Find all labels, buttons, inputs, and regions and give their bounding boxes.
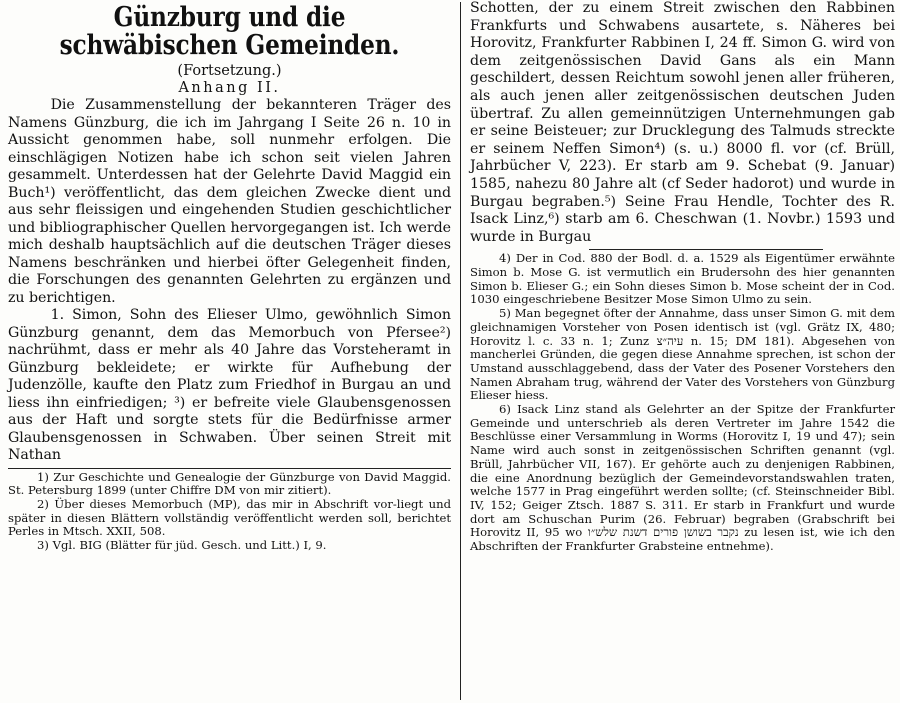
footnote: 5) Man begegnet öfter der Annahme, dass unser Simon G. mit dem gleichnamigen Vorsteher von Posen identisch ist (vgl. Grätz IX, 480; Horovitz l. c. 33 n. 1; Zunz עיה״צ n. 15; DM 181). Abgesehen von mancherlei Gründen, die gegen diese Annahme sprechen, ist schon der Umstand ausschlaggebend, dass der Vater des Posener Vorstehers den Namen Abraham trug, während der Vater des Vorstehers von Günzburg Elieser hiess. (470, 306, 895, 403)
paragraph: Schotten, der zu einem Streit zwischen den Rabbinen Frankfurts und Schwabens ausartete, s. Näheres bei Horovitz, Frankfurter Rabbinen I, 24 ff. Simon G. wird von dem zeitgenössischen David Gans als ein Mann geschildert, dessen Reichtum sowohl jenen aller früheren, als auch jenen aller zeitgenössischen deutschen Juden übertraf. Zu allen gemeinnützigen Unternehmungen gab er seine Beisteuer; zur Drucklegung des Talmuds streckte er seinem Neffen Simon⁴) (s. u.) 8000 fl. vor (cf. Brüll, Jahrbücher V, 223). Er starb am 9. Schebat (9. Januar) 1585, nahezu 80 Jahre alt (cf Seder hadorot) und wurde in Burgau begraben.⁵) Seine Frau Hendle, Tochter des R. Isack Linz,⁶) starb am 6. Cheschwan (1. Novbr.) 1593 und wurde in Burgau (470, 0, 895, 245)
footnote: 1) Zur Geschichte und Genealogie der Günzburge von David Maggid. St. Petersburg 1899 (unter Chiffre DM von mir zitiert). (8, 469, 451, 498)
footnote: 2) Über dieses Memorbuch (MP), das mir in Abschrift vor-liegt und später in diesen Blättern vollständig veröffentlicht werden soll, berichtet Perles in Mtsch. XXII, 508. (8, 496, 451, 539)
footnote: 4) Der in Cod. 880 der Bodl. d. a. 1529 als Eigentümer erwähnte Simon b. Mose G. ist vermutlich ein Brudersohn des hier genannten Simon b. Elieser G.; ein Sohn dieses Simon b. Mose scheint der in Cod. 1030 eingeschriebene Besitzer Mose Simon Ulmo zu sein. (470, 251, 895, 307)
continuation-note: (Fortsetzung.) (177, 63, 282, 79)
footnote: 6) Isack Linz stand als Gelehrter an der Spitze der Frankfurter Gemeinde und unterschrieb als deren Vertreter im Jahre 1542 die Beschlüsse einer Versammlung in Worms (Horovitz I, 19 und 47); sein Name wird auch sonst in zeitgenössischen Schriften genannt (vgl. Brüll, Jahrbücher VII, 167). Er gehörte auch zu denjenigen Rabbinen, die eine Anordnung bezüglich der Gemeindevorstandswahlen traten, welche 1577 in Prag eingeführt werden sollte; (cf. Steinschneider Bibl. IV, 152; Geiger Ztsch. 1887 S. 311. Er starb in Frankfurt und wurde dort am Schuschan Purim (26. Februar) begraben (Grabschrift bei Horovitz II, 95 wo נקבר בשושן פורים דשנת שלש״ו zu lesen ist, wie ich den Abschriften der Frankfurter Grabsteine entnehme). (470, 402, 896, 554)
right-column (470, 0, 895, 554)
left-column (8, 0, 451, 553)
article-title: Günzburg und die schwäbischen Gemeinden. (59, 2, 400, 61)
column-divider (460, 2, 461, 700)
paragraph: 1. Simon, Sohn des Elieser Ulmo, gewöhnlich Simon Günzburg genannt, dem das Memorbuch von Pfersee²) nachrühmt, dass er mehr als 40 Jahre das Vorsteheramt in Günzburg bekleidete; er wirkte für Aufhebung der Judenzölle, kaufte den Platz zum Friedhof in Burgau an und liess ihn einfriedigen; ³) er befreite viele Glaubensgenossen aus der Haft und sorgte stets für die Bedürfnisse armer Glaubensgenossen in Schwaben. Über seinen Streit mit Nathan (8, 307, 451, 463)
right-footnotes (470, 252, 895, 553)
right-body (470, 0, 895, 246)
footnote-divider (8, 468, 451, 469)
section-heading: Anhang II. (178, 80, 281, 96)
footnote: 3) Vgl. BIG (Blätter für jüd. Gesch. und Litt.) I, 9. (37, 538, 327, 553)
left-footnotes (8, 471, 451, 553)
footnote-divider (589, 249, 823, 250)
left-body (8, 97, 451, 465)
paragraph: Die Zusammenstellung der bekannteren Träger des Namens Günzburg, die ich im Jahrgang I Seite 26 n. 10 in Aussicht genommen habe, soll nunmehr erfolgen. Die einschlägigen Notizen habe ich schon seit vielen Jahren gesammelt. Unterdessen hat der Gelehrte David Maggid ein Buch¹) veröffentlicht, das dem gleichen Zwecke dient und aus sehr fleissigen und eingehenden Studien geschichtlicher und bibliographischer Quellen hervorgegangen ist. Ich werde mich deshalb hauptsächlich auf die deutschen Träger dieses Namens beschränken und hierbei öfter Gelegenheit finden, die Forschungen des genannten Gelehrten zu ergänzen und zu berichtigen. (8, 97, 451, 306)
